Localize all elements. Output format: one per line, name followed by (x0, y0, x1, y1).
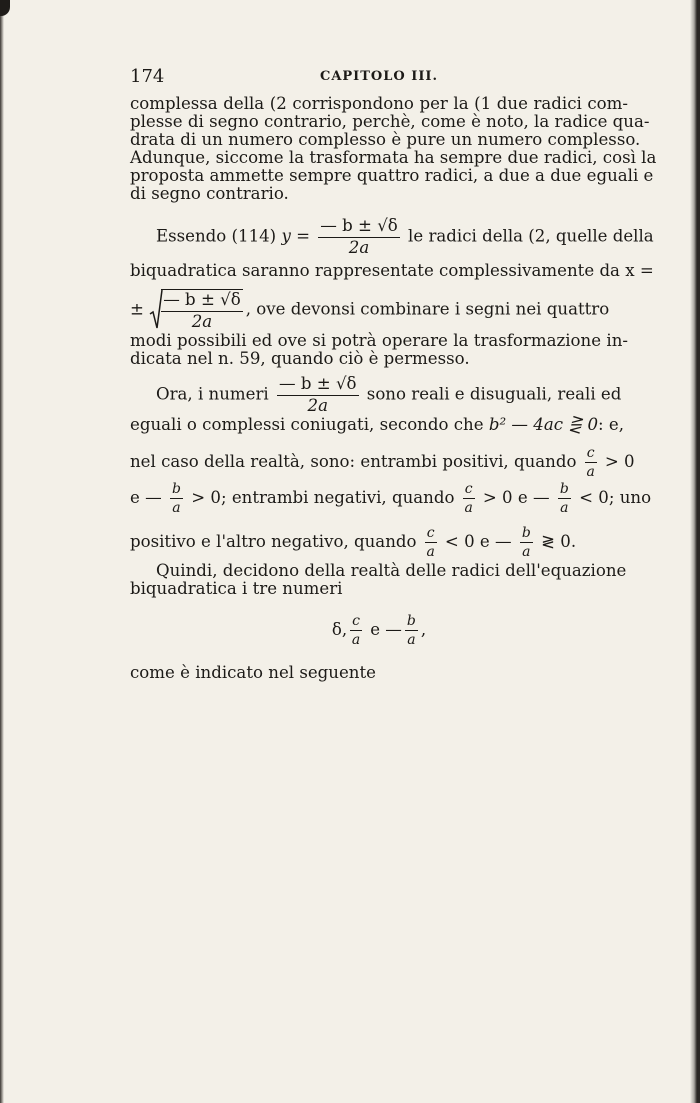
text-run: , (420, 620, 427, 639)
fraction-b-over-a (520, 526, 533, 559)
text-line: complessa della (2 corrispondono per la (1 due radici com- (130, 94, 628, 113)
fraction-numerator: c (586, 445, 595, 461)
fraction-numerator: b (171, 481, 181, 497)
text-line (130, 446, 635, 479)
three-numbers-formula (130, 614, 628, 647)
text-line: modi possibili ed ove si potrà operare la trasformazione in- (130, 331, 628, 350)
text-line: come è indicato nel seguente (130, 663, 376, 682)
fraction-c-over-a (463, 482, 475, 515)
text-line: proposta ammette sempre quattro radici, a due a due eguali e (130, 166, 654, 185)
fraction-numerator: c (464, 481, 473, 497)
text-line (156, 218, 654, 256)
running-header (130, 66, 628, 88)
text-run: ≷ 0. (535, 532, 577, 551)
text-run: Ora, i numeri (156, 384, 275, 404)
text-run: > 0; entrambi negativi, quando (185, 488, 460, 507)
text-line (130, 288, 609, 332)
text-line: Adunque, siccome la trasformata ha sempre due radici, così la (130, 148, 657, 167)
text-line: biquadratica saranno rappresentate complessivamente da x = (130, 261, 654, 280)
fraction-numerator: — b ± √δ (318, 218, 400, 238)
plus-minus: ± (130, 299, 144, 319)
text-line (156, 376, 621, 414)
text-run: positivo e l'altro negativo, quando (130, 532, 422, 551)
text-run: eguali o complessi coniugati, secondo che (130, 415, 489, 434)
page-corner-mark (0, 0, 10, 16)
page-number: 174 (130, 66, 165, 87)
fraction-numerator: b (521, 525, 531, 541)
fraction-numerator: b (559, 481, 569, 497)
fraction-numerator: c (426, 525, 435, 541)
fraction-denominator: 2a (307, 395, 328, 415)
fraction-numerator: c (352, 613, 360, 629)
fraction-c-over-a (585, 446, 597, 479)
math-var: y (281, 226, 291, 246)
text-run: le radici della (2, quelle della (402, 226, 654, 246)
text-line: dicata nel n. 59, quando ciò è permesso. (130, 349, 470, 368)
page-left-edge (0, 0, 4, 1103)
math-op: = (290, 226, 316, 246)
fraction-denominator: a (522, 544, 531, 560)
fraction-denominator: a (172, 500, 181, 516)
text-line: Quindi, decidono della realtà delle radici dell'equazione (156, 561, 627, 580)
text-run: e — (130, 488, 167, 507)
fraction-c-over-a (350, 614, 362, 647)
fraction-roots-radicand (161, 289, 243, 330)
text-run: sono reali e disuguali, reali ed (361, 384, 622, 404)
fraction-c-over-a (425, 526, 437, 559)
fraction-roots (277, 376, 359, 414)
fraction-numerator: b (406, 613, 416, 629)
fraction-denominator: 2a (348, 237, 370, 257)
math-delta: δ, (331, 620, 348, 639)
chapter-title: CAPITOLO III. (319, 69, 439, 84)
page-right-edge (690, 0, 700, 1103)
text-line (130, 526, 576, 559)
fraction-b-over-a (170, 482, 183, 515)
text-run: Essendo (114) (156, 226, 282, 246)
text-run: : e, (598, 415, 624, 434)
text-run: e — (364, 620, 402, 639)
fraction-denominator: a (560, 500, 569, 516)
text-run: > 0 e — (477, 488, 555, 507)
fraction-numerator: — b ± √δ (277, 376, 359, 396)
fraction-denominator: a (351, 632, 361, 648)
text-run: nel caso della realtà, sono: entrambi positivi, quando (130, 452, 582, 471)
text-run: > 0 (599, 452, 635, 471)
fraction-denominator: a (464, 500, 473, 516)
fraction-numerator: — b ± √δ (161, 292, 243, 312)
discriminant-expression: b² — 4ac ⋛ 0 (488, 415, 599, 434)
text-line (130, 416, 624, 434)
text-line: plesse di segno contrario, perchè, come è noto, la radice qua- (130, 112, 650, 131)
text-line (130, 482, 651, 515)
text-run: < 0 e — (439, 532, 517, 551)
text-run: , ove devonsi combinare i segni nei quattro (245, 299, 610, 319)
text-line: di segno contrario. (130, 184, 289, 203)
fraction-b-over-a (405, 614, 418, 647)
fraction-denominator: a (407, 632, 416, 648)
fraction-denominator: a (586, 464, 595, 480)
text-line: biquadratica i tre numeri (130, 579, 343, 598)
text-run: < 0; uno (573, 488, 652, 507)
fraction-b-over-a (558, 482, 571, 515)
text-line: drata di un numero complesso è pure un numero complesso. (130, 130, 641, 149)
fraction-denominator: 2a (191, 312, 213, 331)
fraction-roots (318, 218, 400, 256)
fraction-denominator: a (426, 544, 435, 560)
